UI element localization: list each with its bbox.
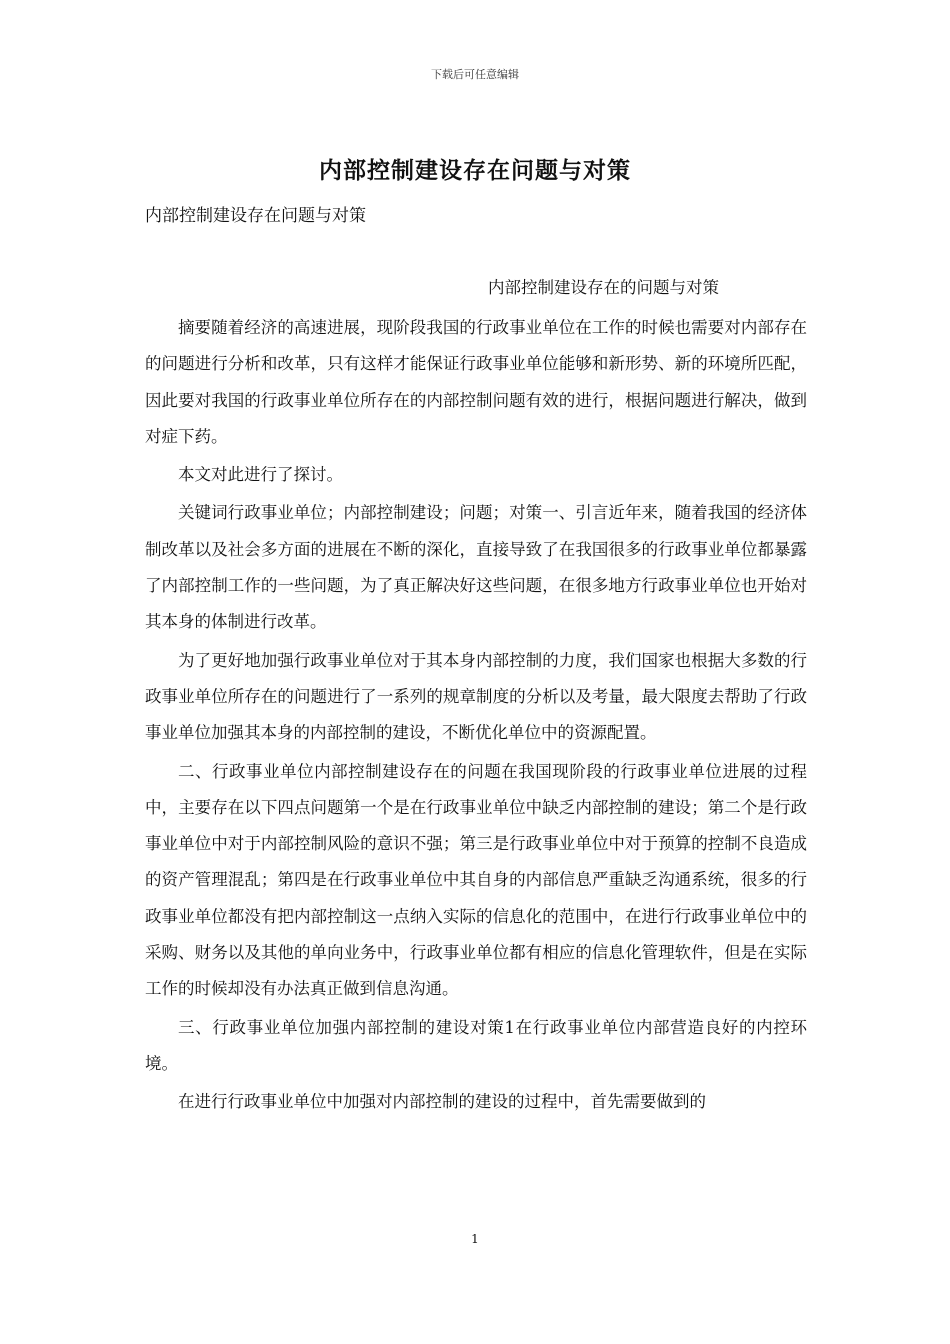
article-title: 内部控制建设存在的问题与对策 [488, 278, 719, 297]
paragraph: 三、行政事业单位加强内部控制的建设对策1在行政事业单位内部营造良好的内控环境。 [145, 1017, 807, 1073]
paragraph: 本文对此进行了探讨。 [178, 465, 343, 485]
page-number: 1 [471, 1232, 479, 1246]
paragraph: 关键词行政事业单位；内部控制建设；问题；对策一、引言近年来，随着我国的经济体制改革以及社会多方面的进展在不断的深化，直接导致了在我国很多的行政事业单位都暴露了内部控制工作的一些问题，为了真正解决好这些问题，在很多地方行政事业单位也开始对其本身的体制进行改革。 [145, 503, 807, 632]
paragraph: 摘要随着经济的高速进展，现阶段我国的行政事业单位在工作的时候也需要对内部存在的问题进行分析和改革，只有这样才能保证行政事业单位能够和新形势、新的环境所匹配，因此要对我国的行政事业单位所存在的内部控制问题有效的进行，根据问题进行解决，做到对症下药。 [145, 318, 807, 446]
paragraph: 为了更好地加强行政事业单位对于其本身内部控制的力度，我们国家也根据大多数的行政事业单位所存在的问题进行了一系列的规章制度的分析以及考量，最大限度去帮助了行政事业单位加强其本身的内部控制的建设，不断优化单位中的资源配置。 [145, 650, 807, 743]
article-body [145, 310, 807, 1123]
page-header: 下载后可任意编辑 [431, 68, 519, 81]
document-title: 内部控制建设存在问题与对策 [319, 157, 631, 184]
paragraph: 在进行行政事业单位中加强对内部控制的建设的过程中，首先需要做到的 [178, 1092, 706, 1112]
document-subtitle: 内部控制建设存在问题与对策 [145, 206, 366, 226]
paragraph: 二、行政事业单位内部控制建设存在的问题在我国现阶段的行政事业单位进展的过程中，主要存在以下四点问题第一个是在行政事业单位中缺乏内部控制的建设；第二个是行政事业单位中对于内部控制风险的意识不强；第三是行政事业单位中对于预算的控制不良造成的资产管理混乱；第四是在行政事业单位中其自身的内部信息严重缺乏沟通系统，很多的行政事业单位都没有把内部控制这一点纳入实际的信息化的范围中，在进行行政事业单位中的采购、财务以及其他的单向业务中，行政事业单位都有相应的信息化管理软件，但是在实际工作的时候却没有办法真正做到信息沟通。 [145, 761, 807, 999]
